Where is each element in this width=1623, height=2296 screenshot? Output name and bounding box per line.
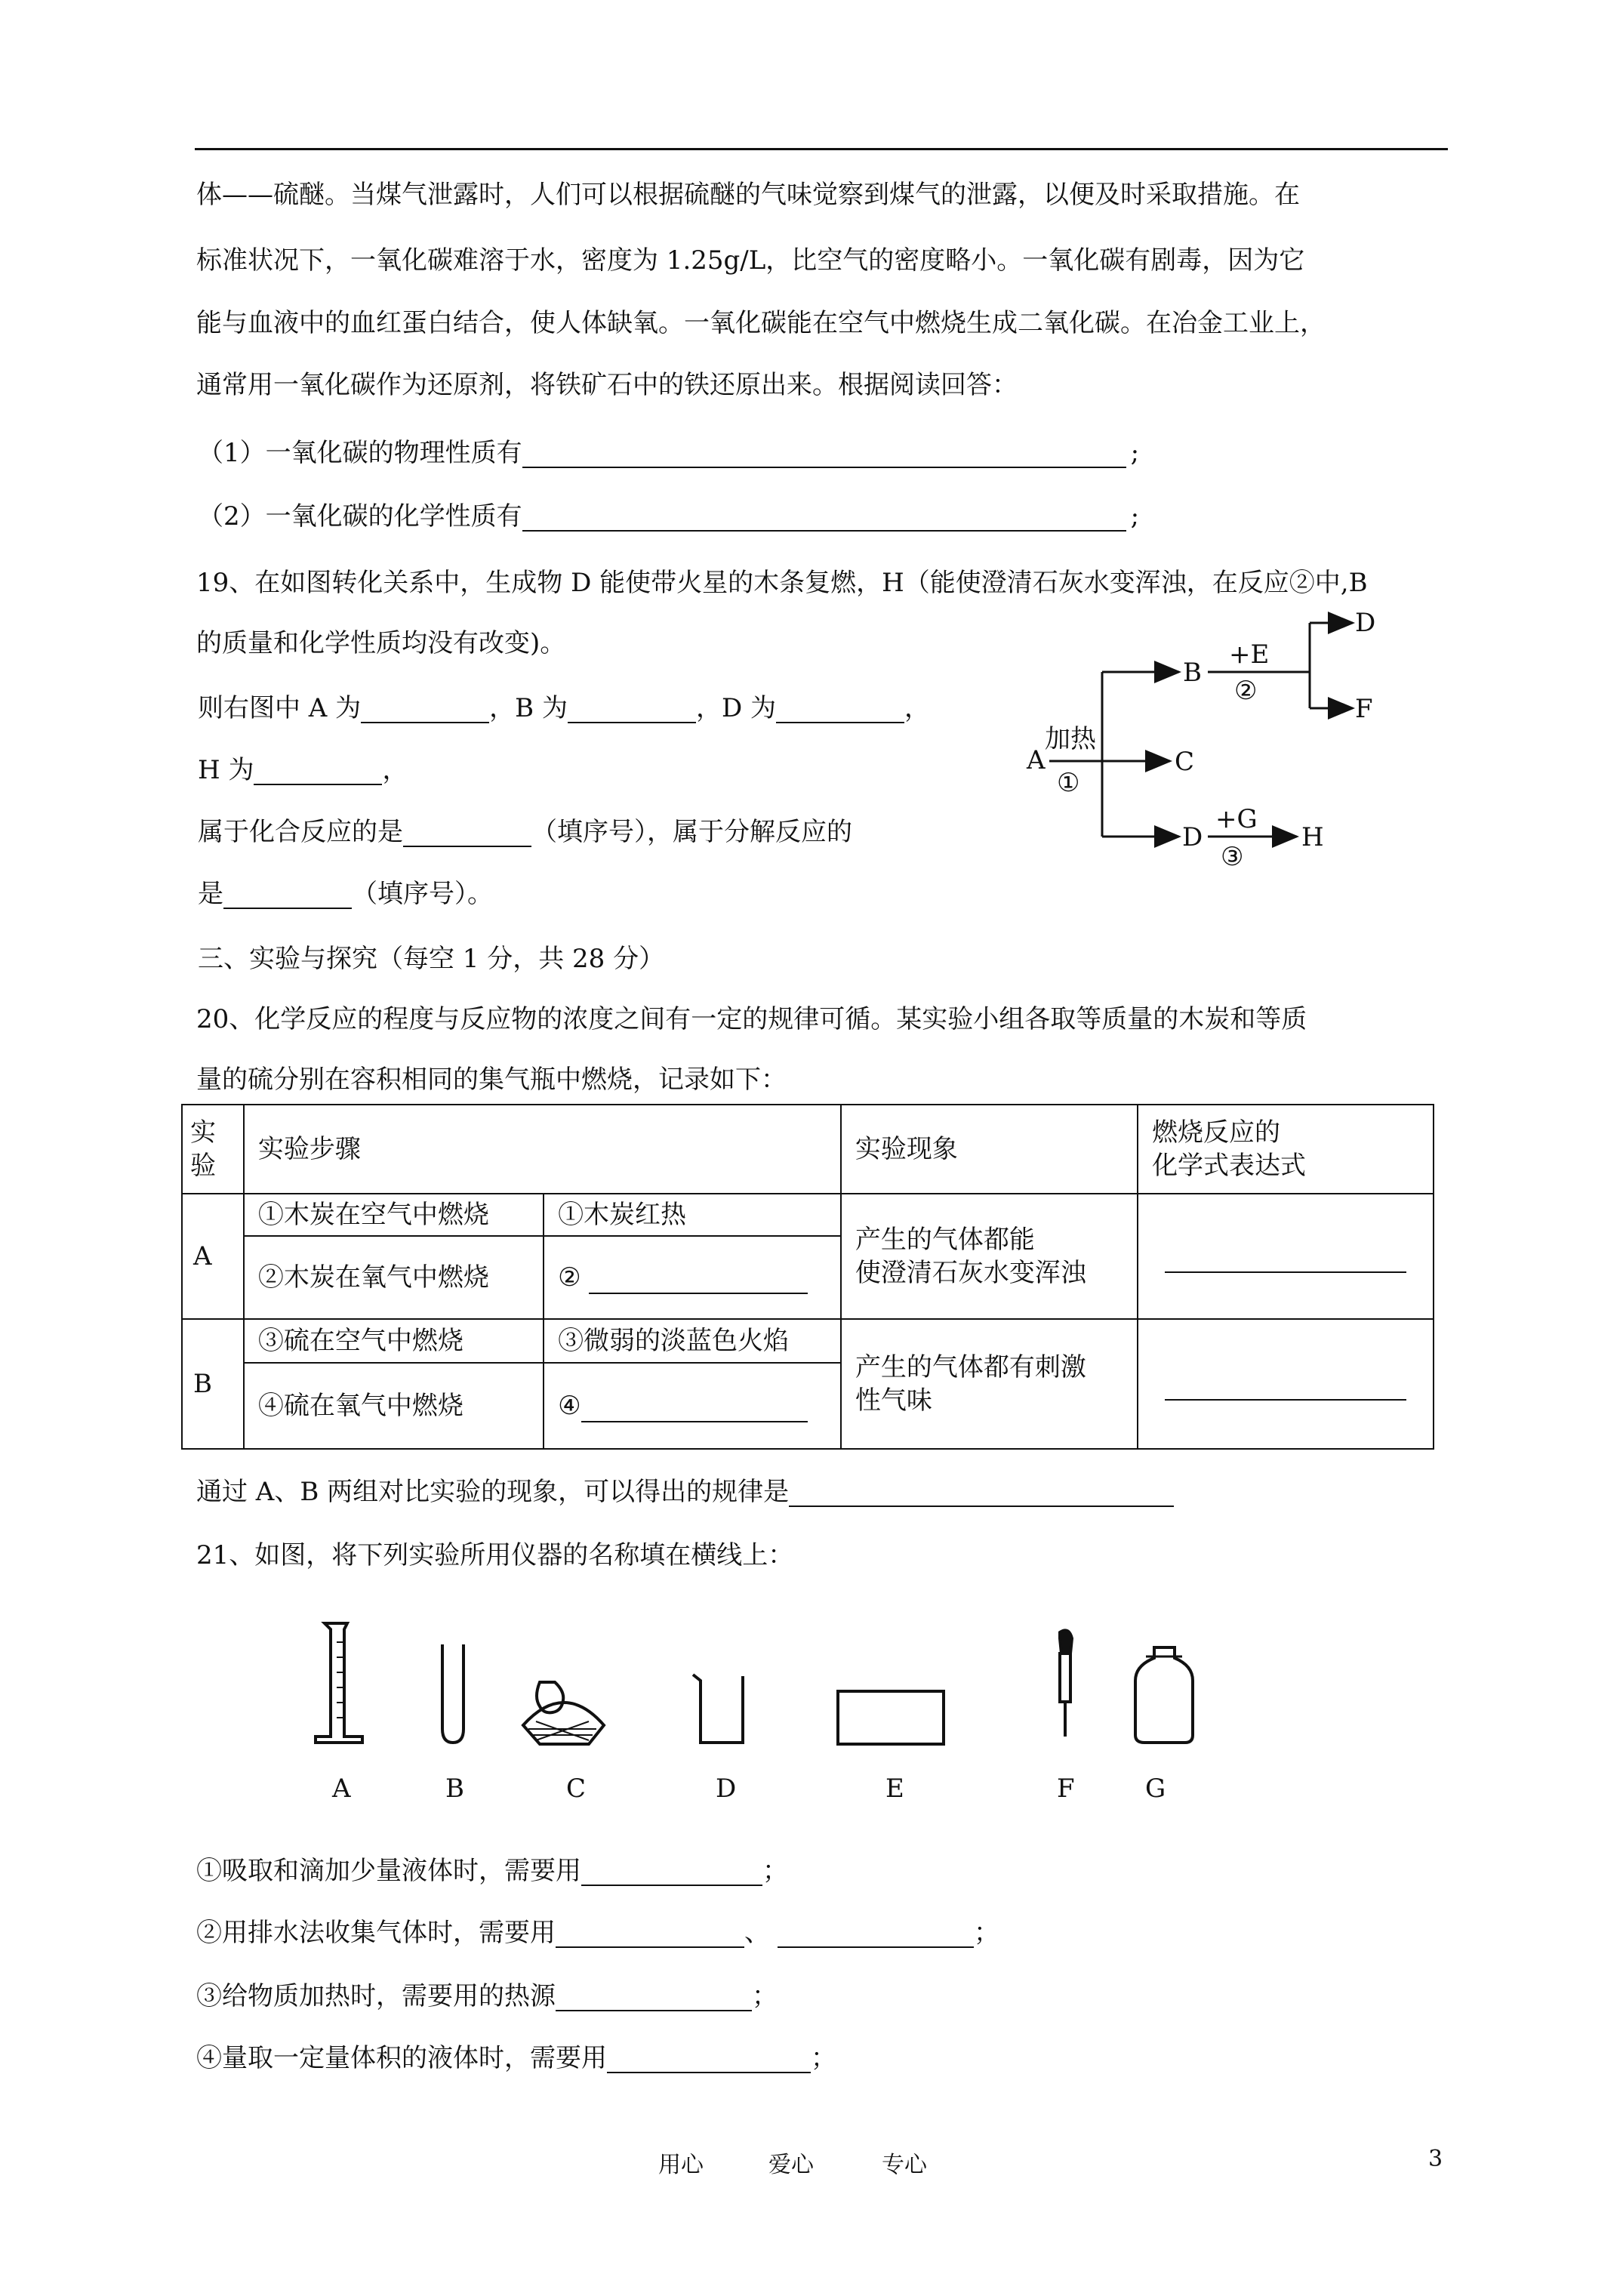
q18-chemical	[198, 501, 1139, 532]
group-a-label: A	[182, 1194, 244, 1319]
q18-physical-blank[interactable]	[522, 442, 1126, 468]
q19-comb-label: 属于化合反应的是	[198, 817, 403, 847]
footer-word-1: 用心	[658, 2152, 704, 2178]
a-formula	[1138, 1194, 1434, 1319]
q19-decomp-label: 是	[198, 879, 223, 909]
q19-a-label: 则右图中 A 为	[198, 693, 362, 723]
label-r3: ③	[1221, 842, 1244, 872]
label-heat: 加热	[1045, 724, 1096, 754]
q19-line-1: 19、在如图转化关系中，生成物 D 能使带火星的木条复燃，H（能使澄清石灰水变浑浊，在反应②中,B	[196, 568, 1368, 598]
a1-step: ①木炭在空气中燃烧	[244, 1194, 544, 1236]
a2-obs: ②	[544, 1236, 841, 1319]
table-row	[182, 1319, 1434, 1363]
beaker-icon	[693, 1675, 743, 1743]
header-exp: 实 验	[182, 1105, 244, 1194]
q21-item-4: ④量取一定量体积的液体时，需要用 ；	[196, 2043, 836, 2073]
q18-physical	[198, 438, 1139, 468]
apparatus-label-e: E	[885, 1774, 904, 1804]
q21-item-3-blank[interactable]	[556, 1986, 752, 2011]
q21-item-1-blank[interactable]	[581, 1860, 762, 1886]
alcohol-lamp-icon	[523, 1682, 604, 1744]
page-number: 3	[1428, 2146, 1443, 2172]
q18-physical-label: （1）一氧化碳的物理性质有	[198, 438, 522, 468]
node-b: B	[1183, 658, 1202, 688]
node-c: C	[1175, 747, 1195, 777]
a2-obs-blank[interactable]	[589, 1270, 808, 1294]
table-header-row	[182, 1105, 1434, 1194]
b2-step: ④硫在氧气中燃烧	[244, 1363, 544, 1449]
q20-conclusion	[196, 1477, 1174, 1507]
q21-item-1: ①吸取和滴加少量液体时，需要用 ；	[196, 1856, 788, 1886]
q19-decomp-end: （填序号）。	[352, 879, 493, 909]
q18-chemical-label: （2）一氧化碳的化学性质有	[198, 501, 522, 532]
q19-h-label: H 为	[198, 755, 254, 785]
gas-bottle-icon	[1135, 1647, 1193, 1743]
apparatus-label-d: D	[716, 1774, 737, 1804]
q20-line-1: 20、化学反应的程度与反应物的浓度之间有一定的规律可循。某实验小组各取等质量的木炭和等质	[196, 1004, 1307, 1034]
q19-decomp-blank[interactable]	[223, 883, 352, 909]
q19-b-label: ，B 为	[489, 693, 568, 723]
experiment-table	[181, 1104, 1434, 1450]
table-row	[182, 1194, 1434, 1236]
a-formula-blank[interactable]	[1165, 1249, 1406, 1273]
q19-comb-blank[interactable]	[403, 821, 531, 847]
header-formula: 燃烧反应的 化学式表达式	[1138, 1105, 1434, 1194]
group-b-label: B	[182, 1319, 244, 1449]
b2-obs-blank[interactable]	[581, 1398, 808, 1422]
q19-h-end: ，	[382, 755, 408, 785]
q19-line-2: 的质量和化学性质均没有改变)。	[196, 628, 566, 658]
node-a: A	[1027, 745, 1046, 775]
q18-chemical-end: ;	[1130, 501, 1140, 532]
node-d: D	[1182, 822, 1203, 852]
q21-item-3: ③给物质加热时，需要用的热源 ；	[196, 1981, 778, 2011]
b1-step: ③硫在空气中燃烧	[244, 1319, 544, 1363]
apparatus-label-f: F	[1057, 1774, 1075, 1804]
node-f: F	[1355, 694, 1373, 724]
a-phenomenon: 产生的气体都能 使澄清石灰水变浑浊	[841, 1194, 1138, 1319]
q19-comma: ，	[904, 693, 931, 723]
intro-line-3: 能与血液中的血红蛋白结合，使人体缺氧。一氧化碳能在空气中燃烧生成二氧化碳。在冶金工业上，	[196, 308, 1326, 338]
q19-a-blank[interactable]	[361, 698, 489, 723]
q19-h	[198, 755, 408, 785]
apparatus-label-g: G	[1145, 1774, 1166, 1804]
q21-item-2-blank-2[interactable]	[778, 1922, 974, 1948]
q18-physical-end: ;	[1130, 438, 1140, 468]
intro-line-1: 体——硫醚。当煤气泄露时，人们可以根据硫醚的气味觉察到煤气的泄露，以便及时采取措施。在	[196, 180, 1300, 210]
q21-item-2-blank-1[interactable]	[556, 1922, 744, 1948]
section-3-heading: 三、实验与探究（每空 1 分，共 28 分）	[198, 944, 665, 974]
a2-step: ②木炭在氧气中燃烧	[244, 1236, 544, 1319]
apparatus-label-c: C	[566, 1774, 587, 1804]
label-e: +E	[1229, 639, 1270, 670]
header-steps: 实验步骤	[244, 1105, 841, 1194]
graduated-cylinder-icon	[316, 1623, 362, 1743]
q21-item-2: ②用排水法收集气体时，需要用 、 ；	[196, 1918, 999, 1948]
label-g: +G	[1215, 804, 1258, 834]
footer-word-3: 专心	[882, 2152, 927, 2178]
apparatus-label-b: B	[445, 1774, 464, 1804]
b-formula-blank[interactable]	[1165, 1376, 1406, 1401]
a1-obs: ①木炭红热	[544, 1194, 841, 1236]
b-phenomenon: 产生的气体都有刺激 性气味	[841, 1319, 1138, 1449]
water-trough-icon	[838, 1691, 944, 1744]
intro-line-4: 通常用一氧化碳作为还原剂，将铁矿石中的铁还原出来。根据阅读回答：	[196, 370, 1018, 400]
b1-obs: ③微弱的淡蓝色火焰	[544, 1319, 841, 1363]
q20-conclusion-label: 通过 A、B 两组对比实验的现象，可以得出的规律是	[196, 1477, 790, 1507]
q21-item-4-blank[interactable]	[607, 2048, 811, 2073]
node-d-top: D	[1355, 608, 1376, 638]
node-h: H	[1301, 822, 1324, 852]
q18-chemical-blank[interactable]	[522, 506, 1126, 532]
q19-combination	[198, 817, 852, 847]
test-tube-icon	[442, 1644, 463, 1743]
intro-line-2: 标准状况下，一氧化碳难溶于水，密度为 1.25g/L，比空气的密度略小。一氧化碳有剧毒，因为它	[196, 245, 1305, 276]
q19-comb-end: （填序号），属于分解反应的	[531, 817, 852, 847]
q19-abdh	[198, 693, 930, 723]
header-phenomenon: 实验现象	[841, 1105, 1138, 1194]
footer-word-2: 爱心	[768, 2152, 814, 2178]
q19-decomposition	[198, 879, 493, 909]
q21-title: 21、如图，将下列实验所用仪器的名称填在横线上：	[196, 1540, 794, 1570]
q19-d-blank[interactable]	[776, 698, 904, 723]
q20-line-2: 量的硫分别在容积相同的集气瓶中燃烧，记录如下：	[196, 1065, 787, 1095]
apparatus-figure	[211, 1608, 1253, 1820]
dropper-icon	[1060, 1630, 1072, 1737]
apparatus-label-a: A	[332, 1774, 351, 1804]
q19-h-blank[interactable]	[254, 760, 382, 785]
label-r1: ①	[1057, 768, 1080, 798]
q19-b-blank[interactable]	[568, 698, 696, 723]
q19-d-label: ，D 为	[695, 693, 777, 723]
b2-obs: ④	[544, 1363, 841, 1449]
reaction-diagram	[981, 596, 1449, 883]
q20-conclusion-blank[interactable]	[789, 1481, 1174, 1507]
header-rule	[195, 148, 1448, 150]
label-r2: ②	[1234, 676, 1258, 706]
b-formula	[1138, 1319, 1434, 1449]
